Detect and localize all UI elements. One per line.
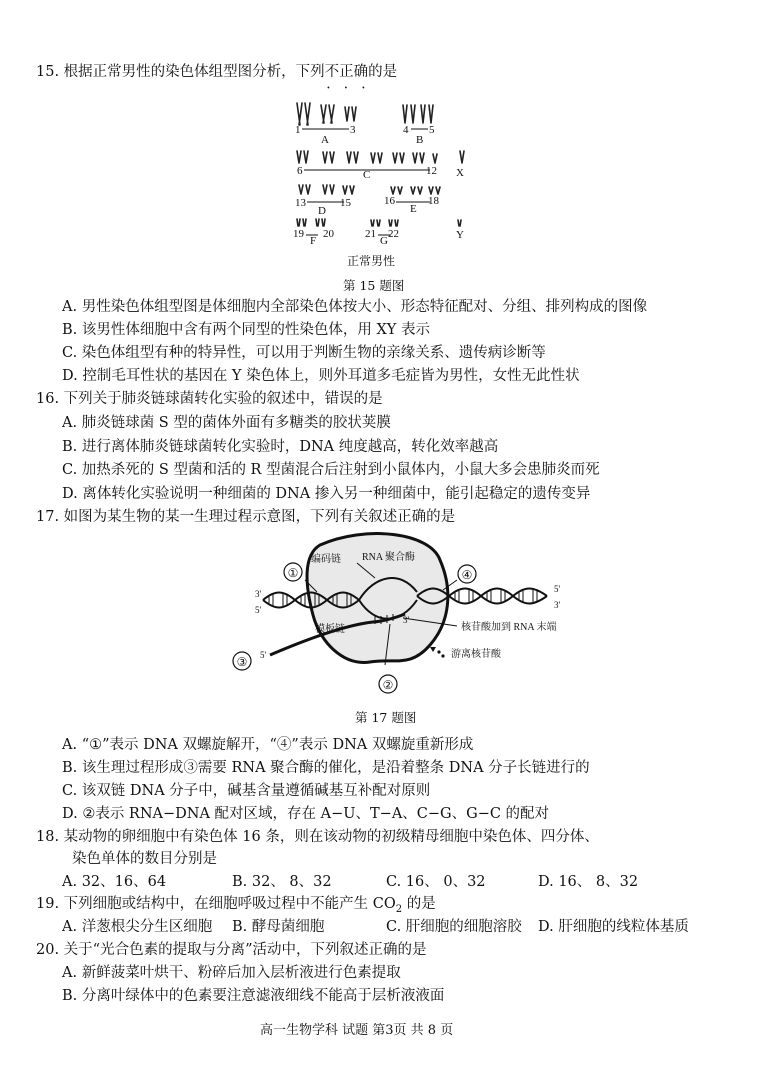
group-g-label: G xyxy=(380,235,388,247)
q19-option-c: C. 肝细胞的细胞溶胶 xyxy=(386,919,522,935)
label-19: 19 xyxy=(293,228,304,240)
label-15: 15 xyxy=(340,197,351,209)
q19-stem: 19. 下列细胞或结构中，在细胞呼吸过程中不能产生 $CO_2$ 的是 xyxy=(36,896,436,915)
rna-polymerase-label: RNA 聚合酶 xyxy=(362,552,416,563)
dna-right-rungs xyxy=(455,589,537,603)
label-5: 5 xyxy=(429,124,435,136)
label-3: 3 xyxy=(350,124,356,136)
end-5-left: 5' xyxy=(255,605,262,615)
circle-3-label: ③ xyxy=(236,655,248,669)
circle-4-label: ④ xyxy=(461,568,473,582)
q20-option-a: A. 新鲜菠菜叶烘干、粉碎后加入层析液进行色素提取 xyxy=(62,965,401,981)
label-12: 12 xyxy=(426,165,437,177)
q16-option-b: B. 进行离体肺炎链球菌转化实验时，DNA 纯度越高，转化效率越高 xyxy=(62,439,499,455)
end-5-rna: 5' xyxy=(260,650,267,660)
q15-option-d: D. 控制毛耳性状的基因在 Y 染色体上，则外耳道多毛症皆为男性，女性无此性状 xyxy=(62,368,580,384)
page-footer: 高一生物学科 试题 第3页 共 8 页 xyxy=(260,1023,454,1038)
q18-stem-line2: 染色单体的数目分别是 xyxy=(72,851,217,867)
end-3-right: 3' xyxy=(554,600,561,610)
q16-option-c: C. 加热杀死的 S 型菌和活的 R 型菌混合后注射到小鼠体内，小鼠大多会患肺炎而死 xyxy=(62,462,600,478)
label-21: 21 xyxy=(365,228,376,240)
q17-stem: 17. 如图为某生物的某一生理过程示意图，下列有关叙述正确的是 xyxy=(36,509,456,525)
group-b-label: B xyxy=(416,134,424,146)
label-20: 20 xyxy=(323,228,334,240)
label-18: 18 xyxy=(428,195,439,207)
q19-option-b: B. 酵母菌细胞 xyxy=(232,919,325,935)
group-a-label: A xyxy=(321,134,329,146)
q17-option-d: D. ②表示 RNA−DNA 配对区域，存在 A−U、T−A、C−G、G−C 的配对 xyxy=(62,806,550,822)
q15-stem: 15. 根据正常男性的染色体组型图分析，下列不正确 • • •的是 xyxy=(36,62,397,82)
circle-1-label: ① xyxy=(287,566,299,580)
transcription-figure xyxy=(225,530,585,700)
q18-option-b: B. 32、 8、32 xyxy=(232,874,332,890)
nucleotide-added-label: 核苷酸加到 RNA 末端 xyxy=(461,622,557,633)
q17-option-a: A. “①”表示 DNA 双螺旋解开，“④”表示 DNA 双螺旋重新形成 xyxy=(62,737,474,753)
free-nucleotide-icon xyxy=(430,647,445,658)
q15-emphasis: 不正确 • • • xyxy=(325,64,369,80)
circle-2-label: ② xyxy=(382,678,394,692)
q16-stem: 16. 下列关于肺炎链球菌转化实验的叙述中，错误的是 xyxy=(36,391,383,407)
q15-option-a: A. 男性染色体组型图是体细胞内全部染色体按大小、形态特征配对、分组、排列构成的图像 xyxy=(62,299,648,315)
label-y: Y xyxy=(456,229,464,241)
q17-caption: 第 17 题图 xyxy=(355,710,417,725)
label-13: 13 xyxy=(295,197,306,209)
q19-option-d: D. 肝细胞的线粒体基质 xyxy=(538,919,689,935)
q16-option-a: A. 肺炎链球菌 S 型的菌体外面有多糖类的胶状荚膜 xyxy=(62,415,391,431)
q17-option-c: C. 该双链 DNA 分子中，碱基含量遵循碱基互补配对原则 xyxy=(62,783,431,799)
coding-strand-label: 编码链 xyxy=(311,554,341,565)
q17-option-b: B. 该生理过程形成③需要 RNA 聚合酶的催化，是沿着整条 DNA 分子长链进行的 xyxy=(62,760,590,776)
end-5-right: 5' xyxy=(554,584,561,594)
label-4: 4 xyxy=(403,124,409,136)
q18-option-c: C. 16、 0、32 xyxy=(386,874,486,890)
label-16: 16 xyxy=(384,195,395,207)
group-e-label: E xyxy=(410,203,417,215)
label-22: 22 xyxy=(388,228,399,240)
end-3-rna: 3' xyxy=(403,615,410,625)
label-x: X xyxy=(456,167,464,179)
q18-option-a: A. 32、16、64 xyxy=(62,874,167,890)
q18-option-d: D. 16、 8、32 xyxy=(538,874,639,890)
q20-stem: 20. 关于“光合色素的提取与分离”活动中，下列叙述正确的是 xyxy=(36,942,427,958)
q15-option-b: B. 该男性体细胞中含有两个同型的性染色体，用 XY 表示 xyxy=(62,322,430,338)
karyotype-figure xyxy=(285,95,485,270)
q16-option-d: D. 离体转化实验说明一种细菌的 DNA 掺入另一种细菌中，能引起稳定的遗传变异 xyxy=(62,486,591,502)
q18-stem-line1: 18. 某动物的卵细胞中有染色体 16 条，则在该动物的初级精母细胞中染色体、四分体、 xyxy=(36,829,599,845)
free-nucleotide-label: 游离核苷酸 xyxy=(451,649,501,660)
q15-option-c: C. 染色体组型有种的特异性，可以用于判断生物的亲缘关系、遗传病诊断等 xyxy=(62,345,546,361)
label-6: 6 xyxy=(297,165,303,177)
label-1: 1 xyxy=(295,124,301,136)
template-strand-label: 模板链 xyxy=(315,624,345,635)
group-c-label: C xyxy=(363,169,371,181)
group-d-label: D xyxy=(318,205,326,217)
karyotype-label: 正常男性 xyxy=(347,254,396,268)
end-3-left: 3' xyxy=(255,589,262,599)
q15-caption: 第 15 题图 xyxy=(343,278,405,293)
q20-option-b: B. 分离叶绿体中的色素要注意滤液细线不能高于层析液液面 xyxy=(62,988,445,1004)
group-f-label: F xyxy=(310,235,317,247)
q19-option-a: A. 洋葱根尖分生区细胞 xyxy=(62,919,213,935)
